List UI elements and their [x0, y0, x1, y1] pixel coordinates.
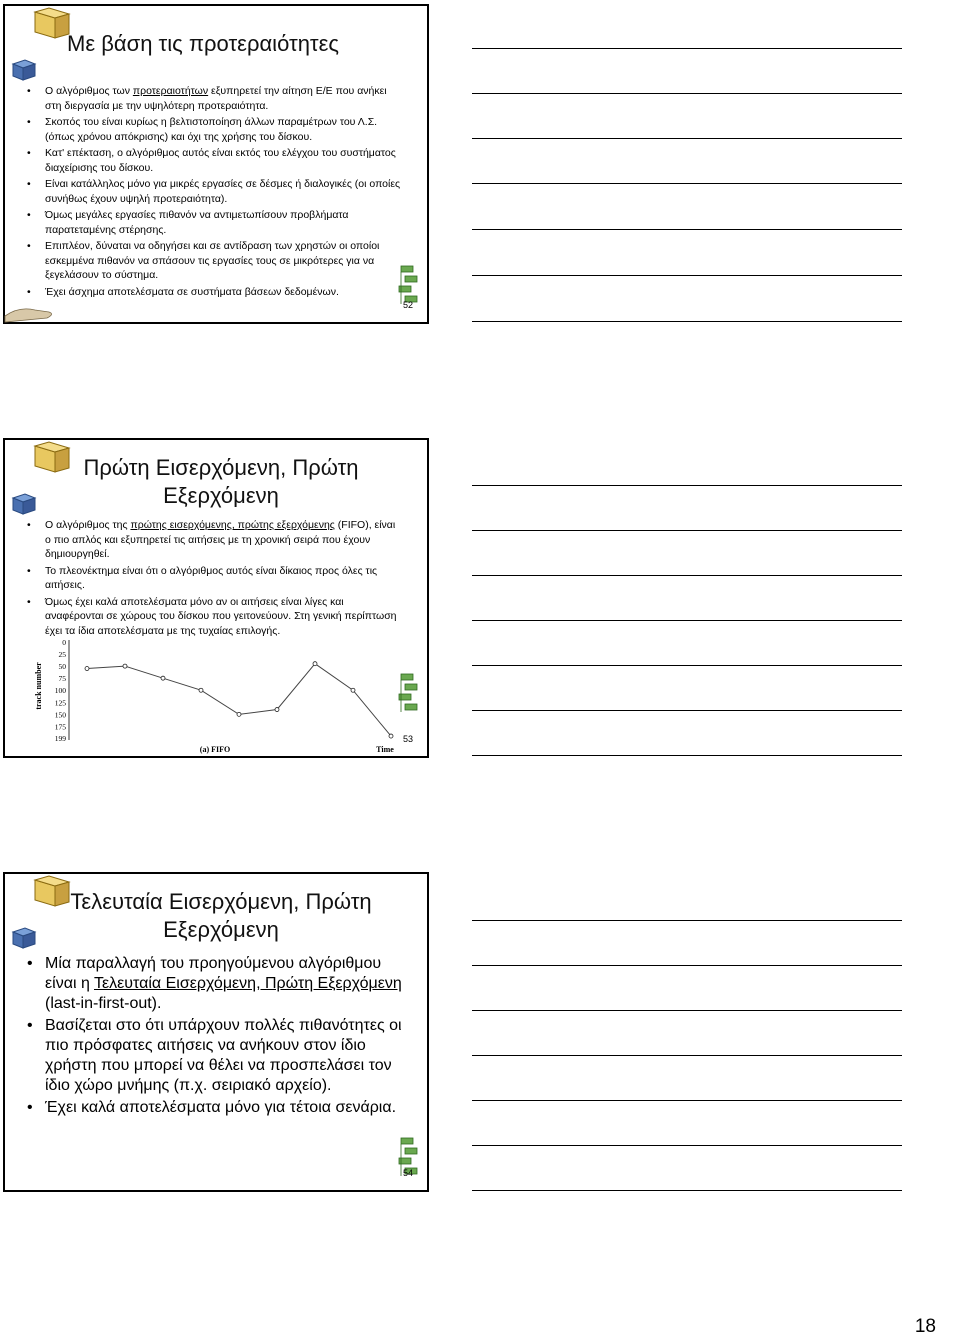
chart-point [237, 712, 241, 716]
chart-y-tick-label: 150 [54, 710, 66, 720]
chart-y-tick-label: 175 [54, 722, 66, 732]
slide-title: Πρώτη Εισερχόμενη, Πρώτη Εξερχόμενη [83, 455, 359, 508]
bullet-item: • Είναι κατάλληλος μόνο για μικρές εργασίες σε δέσμες ή διαλογικές (οι οποίες συνήθως έχουν υψηλή προτεραιότητα). [27, 177, 403, 206]
slide-number: 52 [402, 300, 413, 310]
chart-y-tick-label: 0 [62, 638, 66, 647]
chart-y-tick-label: 75 [58, 674, 66, 684]
bullet-item: • Κατ' επέκταση, ο αλγόριθμος αυτός είναι εκτός του ελέγχου του συστήματος διαχείρισης του δίσκου. [27, 146, 403, 175]
slide-title: Τελευταία Εισερχόμενη, Πρώτη Εξερχόμενη [70, 889, 372, 942]
bullet-list [27, 84, 403, 301]
slide-number: 54 [402, 1168, 413, 1178]
chart-caption: (a) FIFO [199, 745, 231, 754]
bullet-list [27, 954, 403, 1120]
slide-title: Με βάση τις προτεραιότητες [67, 31, 340, 56]
bullet-item: • Βασίζεται στο ότι υπάρχουν πολλές πιθανότητες οι πιο πρόσφατες αιτήσεις να ανήκουν στον ίδιο χρήστη που μπορεί να θέλει να προσπελάσει τον ίδιο χώρο μνήμης (π.χ. σειριακό αρχείο). [27, 1016, 403, 1096]
chart-point [389, 734, 393, 738]
bullet-item: • Έχει άσχημα αποτελέσματα σε συστήματα βάσεων δεδομένων. [27, 285, 403, 300]
chart-point [161, 676, 165, 680]
fifo-chart [35, 636, 405, 754]
slide-priority [3, 4, 429, 324]
chart-y-tick-label: 199 [54, 734, 66, 743]
chart-y-axis-label: track number [34, 662, 43, 710]
bullet-item: • Το πλεονέκτημα είναι ότι ο αλγόριθμος αυτός είναι δίκαιος προς όλες τις αιτήσεις. [27, 564, 403, 593]
bullet-item: • Έχει καλά αποτελέσματα μόνο για τέτοια σενάρια. [27, 1098, 403, 1118]
bullet-item: • Μία παραλλαγή του προηγούμενου αλγόριθμου είναι η Τελευταία Εισερχόμενη, Πρώτη Εξερχόμενη (last-in-first-out). [27, 954, 403, 1014]
chart-point [123, 664, 127, 668]
bullet-item: • Σκοπός του είναι κυρίως η βελτιστοποίηση άλλων παραμέτρων του Λ.Σ. (όπως χρόνου απόκρισης) και όχι της χρήσης του δίσκου. [27, 115, 403, 144]
bullet-item: • Όμως έχει καλά αποτελέσματα μόνο αν οι αιτήσεις είναι λίγες και αναφέρονται σε χώρους του δίσκου που γειτονεύουν. Στη γενική περίπτωση έχει τα ίδια αποτελέσματα με της τυχαίας επιλογής. [27, 595, 403, 639]
chart-series-line [87, 664, 391, 736]
tree-diagram-icon [397, 672, 419, 716]
page-number: 18 [914, 1316, 936, 1337]
chart-y-tick-label: 50 [58, 662, 66, 672]
chart-x-axis-label: Time [376, 745, 394, 754]
bullet-item: • Επιπλέον, δύναται να οδηγήσει και σε αντίδραση των χρηστών οι οποίοι εσκεμμένα πιθανόν να σπάσουν τις εργασίες τους σε μικρότερες για να ξεγελάσουν το σύστημα. [27, 239, 403, 283]
chart-point [275, 708, 279, 712]
chart-y-tick-label: 100 [54, 686, 66, 696]
bullet-list [27, 518, 403, 640]
chart-point [313, 662, 317, 666]
chart-point [351, 688, 355, 692]
chart-y-tick-label: 25 [58, 650, 66, 660]
bullet-item: • Ο αλγόριθμος των προτεραιοτήτων εξυπηρετεί την αίτηση Ε/Ε που ανήκει στη διεργασία με την υψηλότερη προτεραιότητα. [27, 84, 403, 113]
hand-decoration-icon [5, 302, 65, 322]
bullet-item: • Ο αλγόριθμος της πρώτης εισερχόμενης, πρώτης εξερχόμενης (FIFO), είναι ο πιο απλός και εξυπηρετεί τις αιτήσεις με τη χρονική σειρά που έχουν δημιουργηθεί. [27, 518, 403, 562]
chart-point [85, 667, 89, 671]
cube-decoration-icon [5, 6, 75, 86]
slide-fifo [3, 438, 429, 758]
chart-y-tick-label: 125 [54, 698, 66, 708]
bullet-item: • Όμως μεγάλες εργασίες πιθανόν να αντιμετωπίσουν προβλήματα παρατεταμένης στέρησης. [27, 208, 403, 237]
slide-lifo [3, 872, 429, 1192]
chart-point [199, 688, 203, 692]
slide-number: 53 [402, 734, 413, 744]
